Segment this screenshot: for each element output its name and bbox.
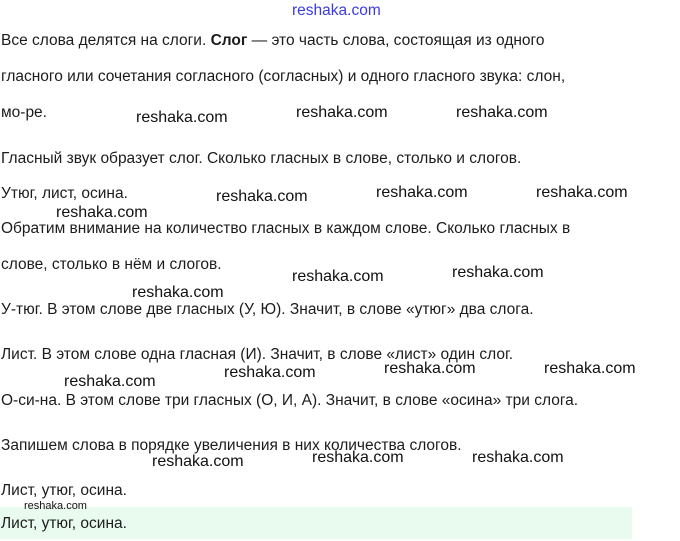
watermark: reshaka.com <box>64 373 156 390</box>
words-line: Утюг, лист, осина. <box>1 185 128 202</box>
watermark: reshaka.com <box>456 104 548 121</box>
watermark: reshaka.com <box>376 184 468 201</box>
word-osina-line: О-си-на. В этом слове три гласных (О, И, А). Значит, в слове «осина» три слога. <box>1 392 579 409</box>
intro-line-3: мо-ре. <box>1 104 47 121</box>
term-slog: Слог <box>210 32 248 49</box>
top-watermark: reshaka.com <box>292 2 381 19</box>
watermark: reshaka.com <box>56 204 148 221</box>
watermark: reshaka.com <box>452 264 544 281</box>
watermark: reshaka.com <box>536 184 628 201</box>
watermark: reshaka.com <box>472 449 564 466</box>
rule-line: Гласный звук образует слог. Сколько гласных в слове, столько и слогов. <box>1 150 522 167</box>
watermark: reshaka.com <box>312 449 404 466</box>
watermark: reshaka.com <box>384 360 476 377</box>
word-list-line: Лист. В этом слове одна гласная (И). Значит, в слове «лист» один слог. <box>1 346 514 363</box>
watermark: reshaka.com <box>296 104 388 121</box>
intro-part2: — это часть слова, состоящая из одного <box>251 32 545 49</box>
watermark: reshaka.com <box>216 188 308 205</box>
result-line: Лист, утюг, осина. <box>1 482 127 499</box>
attention-line-1: Обратим внимание на количество гласных в каждом слове. Сколько гласных в <box>1 220 571 237</box>
watermark: reshaka.com <box>152 453 244 470</box>
order-line: Запишем слова в порядке увеличения в них количества слогов. <box>1 437 462 454</box>
attention-line-2: слове, столько в нём и слогов. <box>1 256 222 273</box>
watermark-small: reshaka.com <box>24 500 87 512</box>
answer-line: Лист, утюг, осина. <box>1 515 127 532</box>
watermark: reshaka.com <box>544 360 636 377</box>
intro-part1: Все слова делятся на слоги. <box>1 32 207 49</box>
watermark: reshaka.com <box>292 268 384 285</box>
watermark: reshaka.com <box>136 109 228 126</box>
word-utyug-line: У-тюг. В этом слове две гласных (У, Ю). Значит, в слове «утюг» два слога. <box>1 301 534 318</box>
watermark: reshaka.com <box>224 364 316 381</box>
watermark: reshaka.com <box>132 284 224 301</box>
intro-line-1 <box>1 31 545 51</box>
intro-line-2: гласного или сочетания согласного (согласных) и одного гласного звука: слон, <box>1 68 566 85</box>
